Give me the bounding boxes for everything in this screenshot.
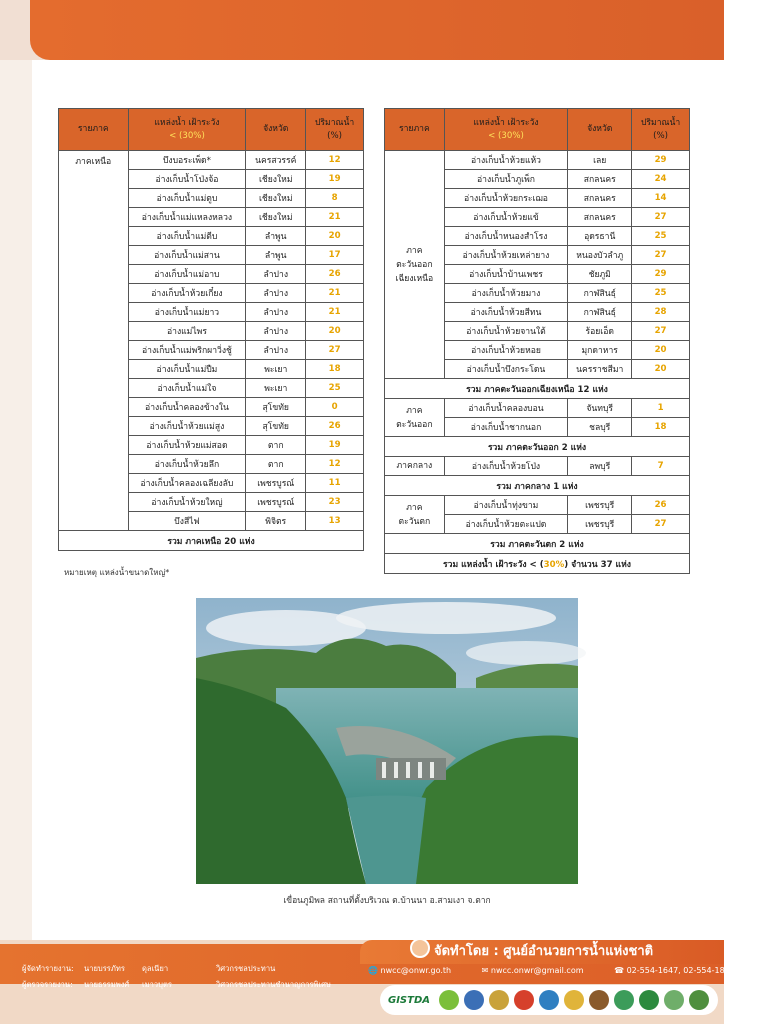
header-source-pct: < (30%) bbox=[169, 130, 205, 141]
volume-cell: 21 bbox=[306, 303, 364, 322]
green-logo-icon bbox=[639, 990, 659, 1010]
volume-cell: 27 bbox=[632, 208, 690, 227]
volume-cell: 20 bbox=[632, 360, 690, 379]
region-line: ตะวันออก bbox=[396, 419, 433, 430]
province-cell: เลย bbox=[568, 151, 632, 170]
dam-photo bbox=[196, 598, 578, 884]
summary-cell: รวม ภาคตะวันตก 2 แห่ง bbox=[385, 534, 690, 554]
region-line: ตะวันตก bbox=[398, 516, 431, 527]
source-cell: อ่างเก็บน้ำห้วยหอย bbox=[444, 341, 568, 360]
reporter-role: วิศวกรชลประทาน bbox=[216, 964, 276, 973]
province-cell: เชียงใหม่ bbox=[246, 208, 306, 227]
source-cell: อ่างเก็บน้ำแม่พริกผาวิ่งชู้ bbox=[128, 341, 246, 360]
other-regions-table bbox=[384, 108, 690, 574]
volume-cell: 25 bbox=[632, 227, 690, 246]
volume-cell: 24 bbox=[632, 170, 690, 189]
contact-info bbox=[368, 966, 763, 975]
top-stripe bbox=[30, 0, 724, 60]
volume-cell: 8 bbox=[306, 189, 364, 208]
volume-cell: 21 bbox=[306, 208, 364, 227]
volume-cell: 20 bbox=[632, 341, 690, 360]
water-drop-icon bbox=[410, 938, 430, 958]
source-cell: อ่างเก็บน้ำแม่ยาว bbox=[128, 303, 246, 322]
website-text: nwcc@onwr.go.th bbox=[380, 966, 452, 975]
province-cell: สกลนคร bbox=[568, 208, 632, 227]
globe-logo-icon bbox=[614, 990, 634, 1010]
province-cell: ชัยภูมิ bbox=[568, 265, 632, 284]
province-cell: ลำปาง bbox=[246, 284, 306, 303]
header-volume-label: ปริมาณน้ำ bbox=[640, 117, 681, 128]
summary-cell: รวม ภาคตะวันออก 2 แห่ง bbox=[385, 437, 690, 457]
grand-total-cell bbox=[385, 554, 690, 574]
table-header-row bbox=[385, 109, 690, 151]
source-cell: อ่างเก็บน้ำแม่ตูบ bbox=[128, 189, 246, 208]
grand-total-suffix: ) จำนวน 37 แห่ง bbox=[564, 559, 631, 570]
summary-row bbox=[385, 379, 690, 399]
source-cell: อ่างเก็บน้ำแม่ตีบ bbox=[128, 227, 246, 246]
source-cell: อ่างเก็บน้ำห้วยแม่สูง bbox=[128, 417, 246, 436]
summary-cell: รวม ภาคกลาง 1 แห่ง bbox=[385, 476, 690, 496]
province-cell: นครราชสีมา bbox=[568, 360, 632, 379]
province-cell: สกลนคร bbox=[568, 189, 632, 208]
province-cell: ลำพูน bbox=[246, 246, 306, 265]
header-volume-unit: (%) bbox=[327, 130, 343, 141]
province-cell: จันทบุรี bbox=[568, 399, 632, 418]
volume-cell: 12 bbox=[306, 151, 364, 170]
province-cell: เชียงใหม่ bbox=[246, 189, 306, 208]
source-cell: อ่างเก็บน้ำบ้านเพชร bbox=[444, 265, 568, 284]
source-cell: อ่างเก็บน้ำแม่อาบ bbox=[128, 265, 246, 284]
volume-cell: 0 bbox=[306, 398, 364, 417]
province-cell: ลำพูน bbox=[246, 227, 306, 246]
table-row bbox=[385, 399, 690, 418]
source-cell: บึงสีไฟ bbox=[128, 512, 246, 531]
region-cell bbox=[385, 496, 445, 534]
province-cell: หนองบัวลำภู bbox=[568, 246, 632, 265]
volume-cell: 12 bbox=[306, 455, 364, 474]
volume-cell: 19 bbox=[306, 436, 364, 455]
header-source bbox=[444, 109, 568, 151]
volume-cell: 1 bbox=[632, 399, 690, 418]
partner-logos bbox=[380, 985, 718, 1015]
summary-cell: รวม ภาคเหนือ 20 แห่ง bbox=[59, 531, 364, 551]
province-cell: ลำปาง bbox=[246, 322, 306, 341]
volume-cell: 26 bbox=[632, 496, 690, 515]
province-cell: กาฬสินธุ์ bbox=[568, 284, 632, 303]
province-cell: ร้อยเอ็ด bbox=[568, 322, 632, 341]
left-margin bbox=[0, 60, 32, 940]
gistda-logo: GISTDA bbox=[388, 994, 430, 1006]
table-row bbox=[385, 457, 690, 476]
emblem-logo-icon bbox=[489, 990, 509, 1010]
province-cell: ลำปาง bbox=[246, 265, 306, 284]
province-cell: มุกดาหาร bbox=[568, 341, 632, 360]
province-cell: กาฬสินธุ์ bbox=[568, 303, 632, 322]
grand-total-pct: 30% bbox=[543, 559, 565, 570]
volume-cell: 27 bbox=[632, 322, 690, 341]
reporter-label: ผู้จัดทำรายงาน: bbox=[22, 964, 74, 973]
volume-cell: 20 bbox=[306, 322, 364, 341]
source-cell: อ่างแม่ไพร bbox=[128, 322, 246, 341]
source-cell: อ่างเก็บน้ำห้วยใหญ่ bbox=[128, 493, 246, 512]
province-cell: เพชรบูรณ์ bbox=[246, 474, 306, 493]
shield-logo-icon bbox=[514, 990, 534, 1010]
volume-cell: 13 bbox=[306, 512, 364, 531]
phone-text: 02-554-1647, 02-554-1800 bbox=[626, 966, 735, 975]
source-cell: อ่างเก็บน้ำภูเพ็ก bbox=[444, 170, 568, 189]
table-row bbox=[385, 151, 690, 170]
seal-logo-icon bbox=[589, 990, 609, 1010]
region-line: ภาคกลาง bbox=[396, 461, 433, 471]
volume-cell: 21 bbox=[306, 284, 364, 303]
source-cell: อ่างเก็บน้ำห้วยตะแปด bbox=[444, 515, 568, 534]
crest-logo-icon bbox=[564, 990, 584, 1010]
grand-total-prefix: รวม แหล่งน้ำ เฝ้าระวัง < ( bbox=[443, 559, 544, 570]
volume-cell: 18 bbox=[632, 418, 690, 437]
header-volume bbox=[632, 109, 690, 151]
source-cell: อ่างเก็บน้ำโป่งจ้อ bbox=[128, 170, 246, 189]
header-source bbox=[128, 109, 246, 151]
source-cell: อ่างเก็บน้ำคลองบอน bbox=[444, 399, 568, 418]
volume-cell: 17 bbox=[306, 246, 364, 265]
region-line: ภาค bbox=[406, 502, 423, 513]
source-cell: อ่างเก็บน้ำห้วยโป่ง bbox=[444, 457, 568, 476]
volume-cell: 19 bbox=[306, 170, 364, 189]
source-cell: อ่างเก็บน้ำหนองสำโรง bbox=[444, 227, 568, 246]
summary-row bbox=[385, 534, 690, 554]
drop-logo-icon bbox=[539, 990, 559, 1010]
summary-row bbox=[59, 531, 364, 551]
province-cell: อุดรธานี bbox=[568, 227, 632, 246]
website-link[interactable]: 🌐 nwcc@onwr.go.th bbox=[368, 966, 452, 975]
checker-surname: เมาวบุตร bbox=[142, 980, 172, 989]
province-cell: พะเยา bbox=[246, 379, 306, 398]
north-table-body bbox=[59, 151, 364, 551]
header-province: จังหวัด bbox=[246, 109, 306, 151]
province-cell: ชลบุรี bbox=[568, 418, 632, 437]
province-cell: สุโขทัย bbox=[246, 417, 306, 436]
source-cell: อ่างเก็บน้ำชากนอก bbox=[444, 418, 568, 437]
region-cell bbox=[385, 399, 445, 437]
province-cell: พะเยา bbox=[246, 360, 306, 379]
region-line: เฉียงเหนือ bbox=[395, 273, 434, 284]
province-cell: พิจิตร bbox=[246, 512, 306, 531]
source-cell: อ่างเก็บน้ำห้วยกระเฌอ bbox=[444, 189, 568, 208]
volume-cell: 20 bbox=[306, 227, 364, 246]
province-cell: สุโขทัย bbox=[246, 398, 306, 417]
source-cell: อ่างเก็บน้ำคลองเฉลียงลับ bbox=[128, 474, 246, 493]
volume-cell: 26 bbox=[306, 265, 364, 284]
region-line: ตะวันออก bbox=[396, 259, 433, 270]
other-regions-table-body bbox=[385, 151, 690, 574]
source-cell: อ่างเก็บน้ำห้วยแข้ bbox=[444, 208, 568, 227]
header-region: รายภาค bbox=[59, 109, 129, 151]
leaf-logo-icon bbox=[439, 990, 459, 1010]
header-source-label: แหล่งน้ำ เฝ้าระวัง bbox=[154, 117, 220, 128]
source-cell: อ่างเก็บน้ำห้วยแห้ว bbox=[444, 151, 568, 170]
region-cell bbox=[385, 457, 445, 476]
region-cell bbox=[385, 151, 445, 379]
summary-row bbox=[385, 437, 690, 457]
province-cell: สกลนคร bbox=[568, 170, 632, 189]
source-cell: อ่างเก็บน้ำแม่ใจ bbox=[128, 379, 246, 398]
email-link[interactable]: ✉ nwcc.onwr@gmail.com bbox=[481, 966, 584, 975]
province-cell: เพชรบุรี bbox=[568, 496, 632, 515]
volume-cell: 27 bbox=[632, 246, 690, 265]
checker-name: นายธรรมพงศ์ bbox=[84, 980, 130, 989]
volume-cell: 7 bbox=[632, 457, 690, 476]
dam-illustration bbox=[196, 598, 578, 884]
source-cell: อ่างเก็บน้ำทุ่งขาม bbox=[444, 496, 568, 515]
source-cell: อ่างเก็บน้ำแม่แหลงหลวง bbox=[128, 208, 246, 227]
email-text: nwcc.onwr@gmail.com bbox=[490, 966, 584, 975]
header-region: รายภาค bbox=[385, 109, 445, 151]
source-cell: อ่างเก็บน้ำห้วยลึก bbox=[128, 455, 246, 474]
header-province: จังหวัด bbox=[568, 109, 632, 151]
volume-cell: 14 bbox=[632, 189, 690, 208]
source-cell: บึงบอระเพ็ด* bbox=[128, 151, 246, 170]
volume-cell: 25 bbox=[632, 284, 690, 303]
province-cell: ลำปาง bbox=[246, 341, 306, 360]
region-cell: ภาคเหนือ bbox=[59, 151, 129, 531]
table-row bbox=[59, 151, 364, 170]
agency-logo-icon bbox=[464, 990, 484, 1010]
checker-label: ผู้ตรวจรายงาน: bbox=[22, 980, 73, 989]
source-cell: อ่างเก็บน้ำห้วยมาง bbox=[444, 284, 568, 303]
volume-cell: 18 bbox=[306, 360, 364, 379]
volume-cell: 29 bbox=[632, 265, 690, 284]
source-cell: อ่างเก็บน้ำห้วยจานใต้ bbox=[444, 322, 568, 341]
volume-cell: 27 bbox=[306, 341, 364, 360]
header-volume-unit: (%) bbox=[653, 130, 668, 141]
province-cell: เพชรบูรณ์ bbox=[246, 493, 306, 512]
header-source-label: แหล่งน้ำ เฝ้าระวัง bbox=[473, 117, 539, 128]
volume-cell: 29 bbox=[632, 151, 690, 170]
circle-logo-icon bbox=[664, 990, 684, 1010]
header-volume bbox=[306, 109, 364, 151]
footnote: หมายเหตุ แหล่งน้ำขนาดใหญ่* bbox=[64, 568, 170, 577]
region-line: ภาค bbox=[406, 245, 423, 256]
summary-cell: รวม ภาคตะวันออกเฉียงเหนือ 12 แห่ง bbox=[385, 379, 690, 399]
table-header-row bbox=[59, 109, 364, 151]
header-volume-label: ปริมาณน้ำ bbox=[314, 117, 355, 128]
province-cell: ลพบุรี bbox=[568, 457, 632, 476]
photo-caption: เขื่อนภูมิพล สถานที่ตั้งบริเวณ ต.บ้านนา อ.สามเงา จ.ตาก bbox=[283, 896, 491, 906]
province-cell: ลำปาง bbox=[246, 303, 306, 322]
source-cell: อ่างเก็บน้ำห้วยแม่สอด bbox=[128, 436, 246, 455]
volume-cell: 28 bbox=[632, 303, 690, 322]
volume-cell: 25 bbox=[306, 379, 364, 398]
volume-cell: 23 bbox=[306, 493, 364, 512]
province-cell: ตาก bbox=[246, 455, 306, 474]
reporter-name: นายบรรภัทร bbox=[84, 964, 125, 973]
province-cell: นครสวรรค์ bbox=[246, 151, 306, 170]
volume-cell: 26 bbox=[306, 417, 364, 436]
source-cell: อ่างเก็บน้ำบึงกระโดน bbox=[444, 360, 568, 379]
source-cell: อ่างเก็บน้ำห้วยสีทน bbox=[444, 303, 568, 322]
region-line: ภาค bbox=[406, 405, 423, 416]
checker-role: วิศวกรชลประทานชำนาญการพิเศษ bbox=[216, 980, 331, 989]
phone-info: ☎ 02-554-1647, 02-554-1800 bbox=[614, 966, 735, 975]
summary-row bbox=[385, 476, 690, 496]
source-cell: อ่างเก็บน้ำห้วยเหล่ายาง bbox=[444, 246, 568, 265]
source-cell: อ่างเก็บน้ำแม่สาน bbox=[128, 246, 246, 265]
province-cell: ตาก bbox=[246, 436, 306, 455]
source-cell: อ่างเก็บน้ำห้วยเกี๋ยง bbox=[128, 284, 246, 303]
table-row bbox=[385, 496, 690, 515]
source-cell: อ่างเก็บน้ำแม่ปืม bbox=[128, 360, 246, 379]
north-region-table bbox=[58, 108, 364, 551]
header-source-pct: < (30%) bbox=[488, 130, 524, 141]
volume-cell: 11 bbox=[306, 474, 364, 493]
round-logo-icon bbox=[689, 990, 709, 1010]
province-cell: เชียงใหม่ bbox=[246, 170, 306, 189]
source-cell: อ่างเก็บน้ำคลองข้างใน bbox=[128, 398, 246, 417]
reporter-surname: ดุลเนียา bbox=[142, 964, 169, 973]
org-title: จัดทำโดย : ศูนย์อำนวยการน้ำแห่งชาติ bbox=[434, 944, 654, 959]
grand-total-row bbox=[385, 554, 690, 574]
volume-cell: 27 bbox=[632, 515, 690, 534]
province-cell: เพชรบุรี bbox=[568, 515, 632, 534]
